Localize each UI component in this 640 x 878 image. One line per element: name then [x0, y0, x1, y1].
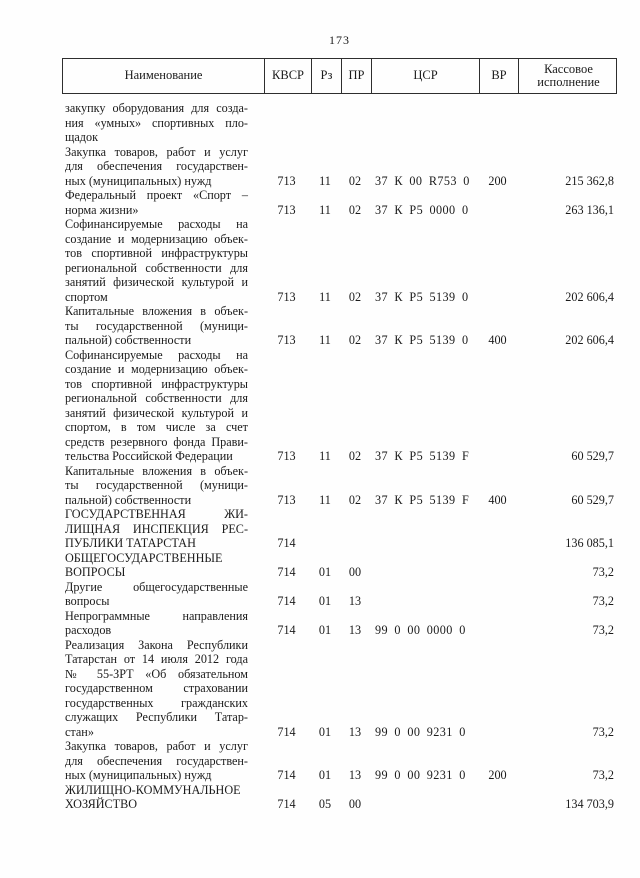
cell-csr: 99 0 00 9231 0	[375, 724, 466, 739]
name-line: пальной) собственности	[65, 333, 192, 347]
cell-amount: 136 085,1	[565, 536, 614, 550]
cell-kvsr: 713	[277, 202, 296, 217]
cell-name	[62, 348, 263, 464]
cell-rz: 11	[319, 202, 331, 217]
cell-kvsr: 714	[277, 536, 296, 550]
cell-rz: 01	[318, 768, 332, 782]
cell-amount: 73,2	[592, 594, 614, 608]
cell-name	[62, 464, 263, 508]
cell-amount: 202 606,4	[565, 333, 614, 347]
cell-name	[62, 551, 263, 580]
col-header-pr: ПР	[341, 59, 371, 93]
cell-amount: 73,2	[592, 623, 614, 637]
name-line: Софинансируемые расходы на	[65, 217, 248, 231]
name-line: создание и модернизацию объек-	[65, 362, 248, 376]
page-number: 173	[329, 33, 350, 47]
cell-amount: 60 529,7	[571, 492, 614, 507]
cell-csr: 37 К Р5 5139 F	[375, 449, 470, 463]
name-line: № 55-ЗРТ «Об обязательном	[65, 666, 248, 681]
name-line: спортом	[65, 289, 108, 304]
table-row	[62, 609, 617, 638]
cell-pr: 13	[348, 594, 362, 608]
cell-csr: 37 К Р5 5139 F	[375, 492, 470, 507]
col-header-name: Наименование	[124, 68, 203, 83]
cell-pr: 13	[348, 623, 362, 637]
table-row	[62, 507, 617, 551]
cell-name	[62, 739, 263, 783]
name-line: занятий физической культурой и	[65, 275, 248, 289]
cell-amount: 73,2	[592, 768, 614, 782]
table-row	[62, 304, 617, 348]
name-line: ты государственной (муници-	[65, 318, 248, 333]
cell-pr: 02	[348, 449, 362, 463]
cell-name	[62, 609, 263, 638]
cell-kvsr: 714	[277, 565, 296, 579]
cell-kvsr: 714	[277, 594, 296, 608]
col-header-kvsr: КВСР	[264, 59, 311, 93]
cell-name	[62, 638, 263, 740]
cell-rz: 11	[319, 289, 331, 304]
cell-amount: 73,2	[592, 565, 614, 579]
table-row	[62, 188, 617, 217]
name-line: расходов	[65, 623, 112, 637]
name-line: Федеральный проект «Спорт –	[65, 188, 248, 202]
col-header-rz: Рз	[311, 59, 341, 93]
cell-kvsr: 714	[277, 797, 296, 811]
cell-kvsr: 713	[277, 492, 296, 507]
cell-amount: 60 529,7	[571, 449, 614, 463]
name-line: Софинансируемые расходы на	[65, 347, 248, 362]
cell-amount: 202 606,4	[565, 289, 614, 304]
cell-amount: 215 362,8	[565, 173, 614, 188]
cell-pr: 13	[348, 768, 362, 782]
cell-amount: 263 136,1	[565, 202, 614, 217]
cell-rz: 01	[318, 565, 332, 579]
table-row	[62, 464, 617, 508]
cell-csr: 37 К Р5 0000 0	[375, 202, 469, 217]
cell-rz: 05	[318, 797, 332, 811]
name-line: Закупка товаров, работ и услуг	[65, 739, 248, 753]
name-line: для обеспечения государствен-	[65, 753, 248, 768]
name-line: средств резервного фонда Прави-	[65, 434, 248, 449]
cell-pr: 02	[348, 333, 362, 347]
cell-amount: 73,2	[592, 724, 614, 739]
cell-rz: 01	[318, 724, 332, 739]
cell-amount: 134 703,9	[565, 797, 614, 811]
cell-pr: 02	[348, 289, 362, 304]
cell-rz: 11	[319, 449, 331, 463]
cell-vr: 200	[488, 768, 507, 782]
name-line: Татарстан от 14 июля 2012 года	[65, 652, 248, 666]
table-row	[62, 638, 617, 740]
name-line: ЛИЩНАЯ ИНСПЕКЦИЯ РЕС-	[65, 521, 248, 536]
name-line: ГОСУДАРСТВЕННАЯ ЖИ-	[65, 507, 248, 521]
cell-rz: 11	[319, 492, 331, 507]
col-header-vr: ВР	[479, 59, 518, 93]
name-line: Капитальные вложения в объек-	[65, 463, 248, 478]
cell-rz: 11	[319, 173, 331, 188]
name-line: ОБЩЕГОСУДАРСТВЕННЫЕ	[65, 550, 223, 565]
cell-kvsr: 714	[277, 623, 296, 637]
table-row	[62, 217, 617, 304]
budget-table	[62, 58, 617, 812]
table-row	[62, 739, 617, 783]
name-line: занятий физической культурой и	[65, 405, 248, 420]
cell-name	[62, 217, 263, 304]
name-line: Реализация Закона Республики	[65, 637, 248, 652]
name-line: тельства Российской Федерации	[65, 449, 233, 463]
cell-pr: 02	[348, 492, 362, 507]
name-line: ПУБЛИКИ ТАТАРСТАН	[65, 536, 196, 550]
name-line: стан»	[65, 724, 94, 739]
table-row	[62, 145, 617, 189]
cell-pr: 00	[348, 565, 362, 579]
cell-pr: 13	[348, 724, 362, 739]
name-line: ты государственной (муници-	[65, 478, 248, 492]
cell-pr: 02	[348, 173, 362, 188]
name-line: государственном страховании	[65, 681, 248, 695]
name-line: ХОЗЯЙСТВО	[65, 797, 138, 811]
cell-name	[62, 783, 263, 812]
name-line: ВОПРОСЫ	[65, 565, 126, 579]
cell-csr: 37 К 00 R753 0	[375, 173, 470, 188]
table-row	[62, 101, 617, 145]
cell-pr: 00	[348, 797, 362, 811]
table-row	[62, 783, 617, 812]
cell-rz: 01	[318, 594, 332, 608]
cell-kvsr: 713	[277, 449, 296, 463]
cell-kvsr: 713	[277, 333, 296, 347]
table-body	[62, 94, 617, 812]
cell-name	[62, 188, 263, 217]
name-line: Другие общегосударственные	[65, 579, 248, 594]
name-line: ных (муниципальных) нужд	[65, 173, 212, 188]
cell-name	[62, 145, 263, 189]
table-header-row	[62, 58, 617, 94]
name-line: Непрограммные направления	[65, 608, 248, 623]
cell-kvsr: 714	[277, 768, 296, 782]
cell-kvsr: 713	[277, 173, 296, 188]
col-header-amount: Кассовое исполнение	[518, 59, 618, 93]
name-line: для обеспечения государствен-	[65, 159, 248, 173]
cell-vr: 400	[488, 492, 507, 507]
cell-name	[62, 507, 263, 551]
cell-name	[62, 304, 263, 348]
name-line: государственных гражданских	[65, 695, 248, 710]
cell-csr: 99 0 00 0000 0	[375, 623, 466, 637]
name-line: Закупка товаров, работ и услуг	[65, 144, 248, 159]
cell-name	[62, 101, 263, 145]
cell-kvsr: 714	[277, 724, 296, 739]
cell-rz: 11	[319, 333, 331, 347]
name-line: создание и модернизацию объек-	[65, 231, 248, 246]
name-line: ных (муниципальных) нужд	[65, 768, 212, 782]
table-row	[62, 551, 617, 580]
table-row	[62, 580, 617, 609]
cell-csr: 37 К Р5 5139 0	[375, 289, 469, 304]
cell-vr: 200	[488, 173, 507, 188]
name-line: щадок	[65, 130, 99, 144]
name-line: региональной собственности для	[65, 391, 248, 405]
name-line: вопросы	[65, 594, 110, 608]
cell-kvsr: 713	[277, 289, 296, 304]
name-line: пальной) собственности	[65, 492, 192, 507]
name-line: ЖИЛИЩНО-КОММУНАЛЬНОЕ	[65, 782, 241, 797]
name-line: норма жизни»	[65, 202, 139, 217]
name-line: служащих Республики Татар-	[65, 710, 248, 724]
cell-csr: 37 К Р5 5139 0	[375, 333, 469, 347]
name-line: тов спортивной инфраструктуры	[65, 376, 248, 391]
name-line: региональной собственности для	[65, 260, 248, 275]
cell-rz: 01	[318, 623, 332, 637]
name-line: ния «умных» спортивных пло-	[65, 115, 248, 130]
col-header-csr: ЦСР	[371, 59, 479, 93]
name-line: спортом, в том числе за счет	[65, 420, 248, 434]
name-line: тов спортивной инфраструктуры	[65, 246, 248, 260]
name-line: Капитальные вложения в объек-	[65, 304, 248, 318]
cell-csr: 99 0 00 9231 0	[375, 768, 466, 782]
cell-name	[62, 580, 263, 609]
cell-vr: 400	[488, 333, 507, 347]
table-row	[62, 348, 617, 464]
cell-pr: 02	[348, 202, 362, 217]
name-line: закупку оборудования для созда-	[65, 101, 248, 115]
